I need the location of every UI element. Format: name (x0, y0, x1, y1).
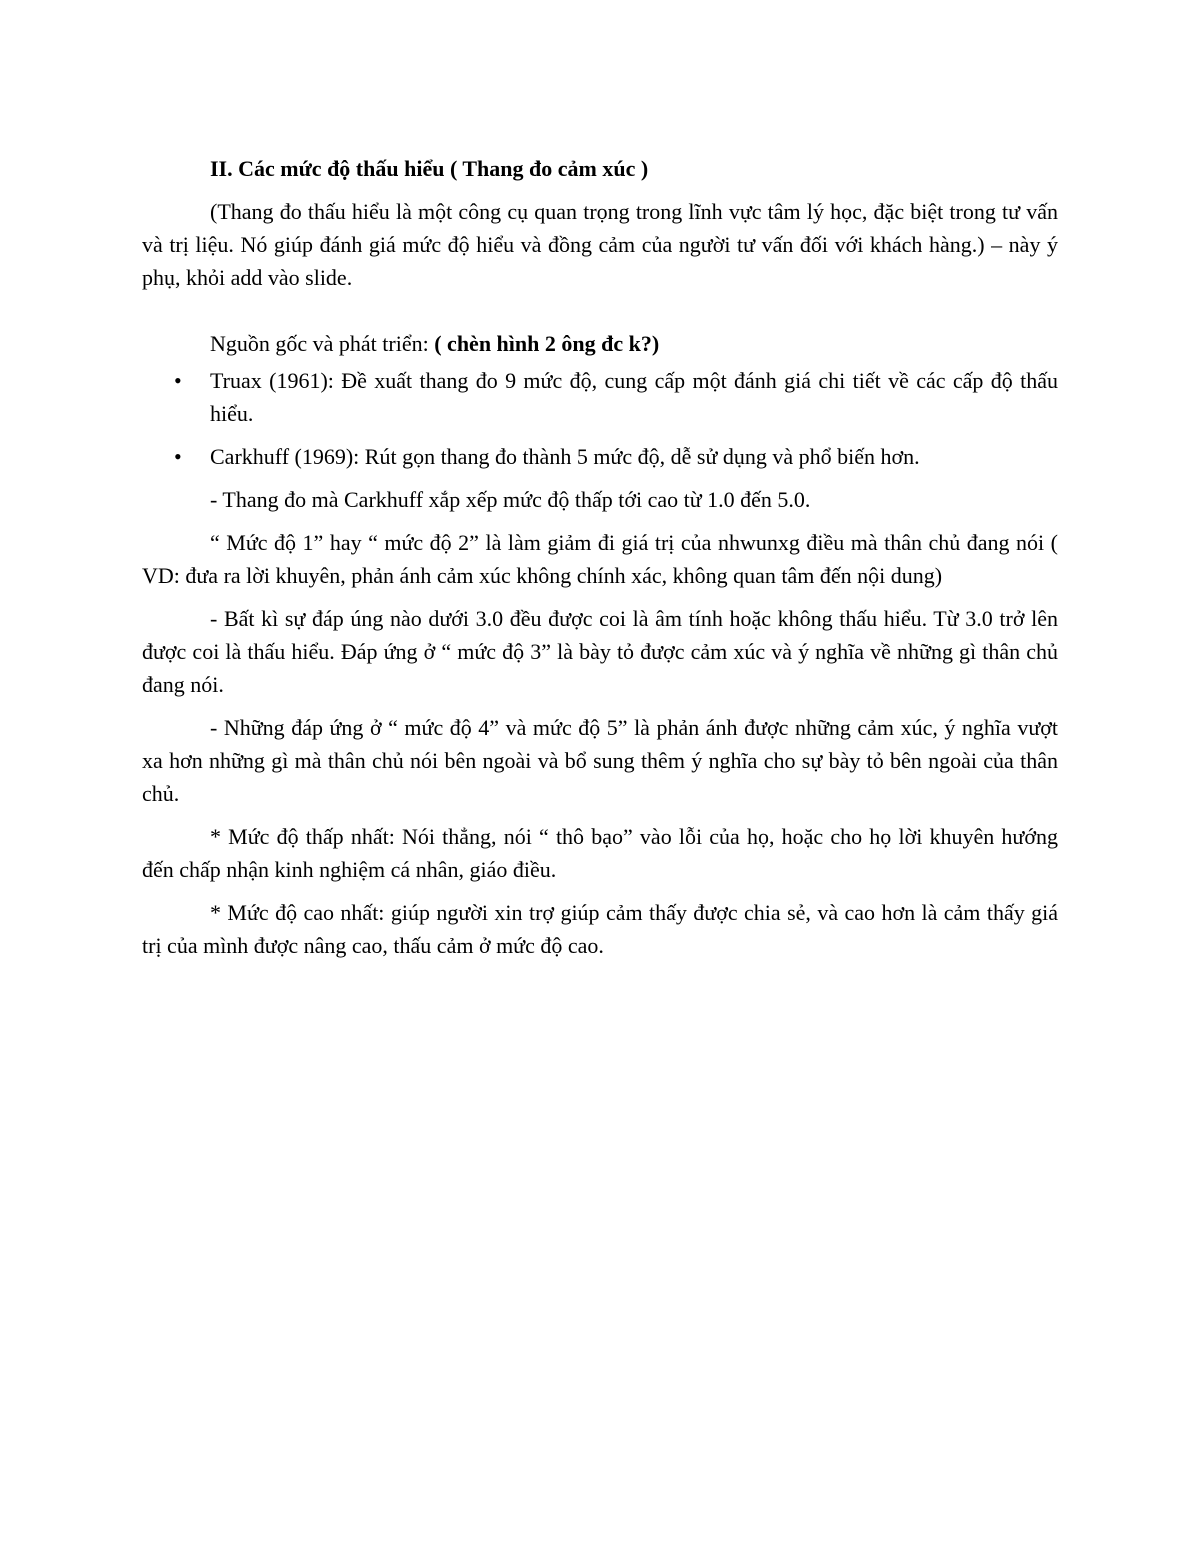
list-item (142, 440, 1058, 473)
bullet-icon: • (174, 444, 182, 469)
list-item-text: Truax (1961): Đề xuất thang đo 9 mức độ, cung cấp một đánh giá chi tiết về các cấp độ thấu hiểu. (210, 368, 1058, 426)
origin-line (142, 327, 1058, 360)
bullet-list (142, 364, 1058, 473)
paragraph: “ Mức độ 1” hay “ mức độ 2” là làm giảm đi giá trị của nhwunxg điều mà thân chủ đang nói ( VD: đưa ra lời khuyên, phản ánh cảm xúc không chính xác, không quan tâm đến nội dung) (142, 530, 1058, 588)
origin-note: ( chèn hình 2 ông đc k?) (434, 331, 660, 356)
list-item-text: Carkhuff (1969): Rút gọn thang đo thành 5 mức độ, dễ sử dụng và phổ biến hơn. (210, 444, 920, 469)
document-body (142, 152, 1058, 962)
intro-paragraph: (Thang đo thấu hiểu là một công cụ quan trọng trong lĩnh vực tâm lý học, đặc biệt trong tư vấn và trị liệu. Nó giúp đánh giá mức độ hiểu và đồng cảm của người tư vấn đối với khách hàng.) – này ý phụ, khỏi add vào slide. (142, 199, 1058, 290)
scale-line: - Thang đo mà Carkhuff xắp xếp mức độ thấp tới cao từ 1.0 đến 5.0. (210, 487, 811, 512)
origin-label: Nguồn gốc và phát triển: (210, 331, 435, 356)
paragraph: - Những đáp ứng ở “ mức độ 4” và mức độ 5” là phản ánh được những cảm xúc, ý nghĩa vượt xa hơn những gì mà thân chủ nói bên ngoài và bổ sung thêm ý nghĩa cho sự bày tỏ bên ngoài của thân chủ. (142, 715, 1058, 806)
paragraph: - Bất kì sự đáp úng nào dưới 3.0 đều được coi là âm tính hoặc không thấu hiểu. Từ 3.0 trở lên được coi là thấu hiểu. Đáp ứng ở “ mức độ 3” là bày tỏ được cảm xúc và ý nghĩa về những gì thân chủ đang nói. (142, 606, 1058, 697)
list-item (142, 364, 1058, 430)
blank-line (142, 294, 1058, 327)
paragraph: * Mức độ thấp nhất: Nói thẳng, nói “ thô bạo” vào lỗi của họ, hoặc cho họ lời khuyên hướng đến chấp nhận kinh nghiệm cá nhân, giáo điều. (142, 824, 1058, 882)
paragraph: * Mức độ cao nhất: giúp người xin trợ giúp cảm thấy được chia sẻ, và cao hơn là cảm thấy giá trị của mình được nâng cao, thấu cảm ở mức độ cao. (142, 900, 1058, 958)
section-heading: II. Các mức độ thấu hiểu ( Thang đo cảm xúc ) (210, 156, 649, 181)
bullet-icon: • (174, 368, 182, 393)
